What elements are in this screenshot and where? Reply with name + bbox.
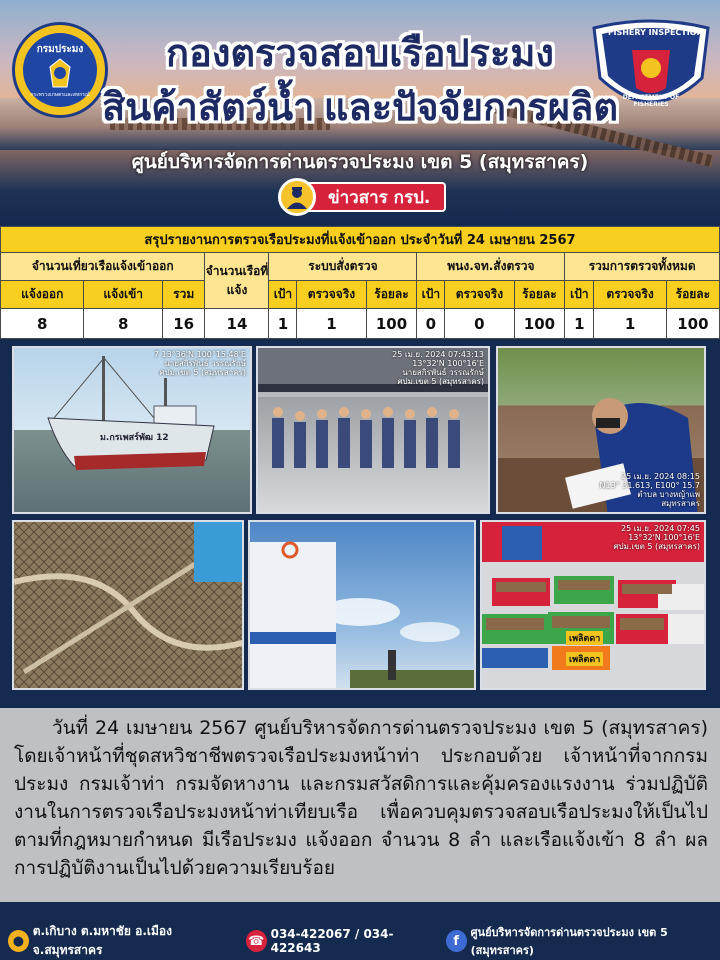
summary-table	[0, 226, 720, 339]
subheader-system-actual: ตรวจจริง	[297, 281, 366, 309]
footer	[0, 922, 720, 960]
value-total-percent: 100	[666, 309, 719, 339]
value-officer-percent: 100	[514, 309, 565, 339]
subheader-out: แจ้งออก	[1, 281, 84, 309]
badge-text-top: FISHERY INSPECTION	[608, 28, 704, 37]
value-sum: 16	[162, 309, 205, 339]
subheader-sum: รวม	[162, 281, 205, 309]
crate-label: เพลิตดา	[566, 631, 603, 645]
value-officer-actual: 0	[445, 309, 514, 339]
footer-facebook[interactable]: ศูนย์บริหารจัดการด่านตรวจประมง เขต 5 (สมุทรสาคร)	[470, 926, 668, 957]
header-system: ระบบสั่งตรวจ	[269, 253, 417, 281]
photo-officer-writing	[496, 346, 706, 514]
value-boats: 14	[205, 309, 269, 339]
page-title-line2: สินค้าสัตว์น้ำ และปัจจัยการผลิต	[101, 87, 619, 129]
description-panel	[0, 708, 720, 902]
value-officer-target: 0	[417, 309, 445, 339]
header-total: รวมการตรวจทั้งหมด	[565, 253, 720, 281]
description-text: วันที่ 24 เมษายน 2567 ศูนย์บริหารจัดการด่านตรวจประมง เขต 5 (สมุทรสาคร) โดยเจ้าหน้าที่ชุดสหวิชาชีพตรวจเรือประมงหน้าท่า ประกอบด้วย เจ้าหน้าที่จากกรมประมง กรมเจ้าท่า กรมจัดหางาน และกรมสวัสดิการและคุ้มครองแรงงาน ร่วมปฏิบัติงานในการตรวจเรือประมงหน้าท่าเทียบเรือ เพื่อควบคุมตรวจสอบเรือประมงให้เป็นไปตามที่กฎหมายกำหนด มีเรือประมง แจ้งออก จำนวน 8 ลำ และเรือแจ้งเข้า 8 ลำ ผลการปฏิบัติงานเป็นไปด้วยความเรียบร้อย	[14, 717, 708, 879]
value-out: 8	[1, 309, 84, 339]
page-subtitle: ศูนย์บริหารจัดการด่านตรวจประมง เขต 5 (สมุทรสาคร)	[131, 151, 589, 173]
value-system-actual: 1	[297, 309, 366, 339]
logo-left-text-top: กรมประมง	[36, 43, 84, 55]
boat-deck-illustration	[250, 522, 476, 690]
logo-left-text-bottom: กระทรวงเกษตรและสหกรณ์	[30, 91, 90, 98]
photo-catch-crates	[480, 520, 706, 690]
table-row	[1, 309, 720, 339]
subheader-officer-actual: ตรวจจริง	[445, 281, 514, 309]
value-system-percent: 100	[366, 309, 417, 339]
header-boats: จำนวนเรือที่แจ้ง	[205, 253, 269, 309]
subheader-system-target: เป้า	[269, 281, 297, 309]
subheader-total-percent: ร้อยละ	[666, 281, 719, 309]
photo-fishing-net	[12, 520, 244, 690]
news-badge	[278, 181, 446, 213]
header-officer: พนง.จท.สั่งตรวจ	[417, 253, 565, 281]
badge-text-bottom: DEPARTMENT OF FISHERIES	[622, 94, 680, 108]
header-trips: จำนวนเที่ยวเรือแจ้งเข้าออก	[1, 253, 205, 281]
photo-stamp: 25 เม.ย. 2024 07:43:13 13°32'N 100°16'E นายสกิรพันธ์ วรรณรักษ์ ศปม.เขต 5 (สมุทรสาคร)	[392, 350, 484, 386]
photo-stamp: 25 เม.ย. 2024 07:45 13°32'N 100°16'E ศปม.เขต 5 (สมุทรสาคร)	[613, 524, 700, 551]
value-total-target: 1	[565, 309, 594, 339]
footer-address: ต.เกิบาง ต.มหาชัย อ.เมือง จ.สมุทรสาคร	[32, 924, 172, 957]
photo-stamp: 7 13°36'N 100°15.48'E นายสกิรพันธ์ วรรณรักษ์ ศปม.เขต 5 (สมุทรสาคร)	[153, 350, 246, 377]
location-pin-icon: ●	[8, 930, 29, 952]
table-title: สรุปรายงานการตรวจเรือประมงที่แจ้งเข้าออก ประจำวันที่ 24 เมษายน 2567	[1, 227, 720, 253]
subheader-total-target: เป้า	[565, 281, 594, 309]
fishing-net-illustration	[14, 522, 244, 690]
officer-avatar-icon	[278, 178, 316, 216]
subheader-officer-target: เป้า	[417, 281, 445, 309]
header-banner	[0, 0, 720, 222]
value-in: 8	[84, 309, 162, 339]
subheader-in: แจ้งเข้า	[84, 281, 162, 309]
photo-stamp: 25 เม.ย. 2024 08:15 N13° 31.613, E100° 15.7 ตำบล บางหญ้าแพ สมุทรสาคร	[599, 472, 700, 508]
page-title-line1: กองตรวจสอบเรือประมง	[166, 33, 554, 75]
photo-fishing-boat	[12, 346, 252, 514]
subheader-total-actual: ตรวจจริง	[594, 281, 666, 309]
subheader-system-percent: ร้อยละ	[366, 281, 417, 309]
value-system-target: 1	[269, 309, 297, 339]
photo-boat-deck	[248, 520, 476, 690]
value-total-actual: 1	[594, 309, 666, 339]
crate-label-2: เพลิตดา	[566, 652, 603, 666]
footer-phone: 034-422067 / 034-422643	[270, 927, 394, 955]
facebook-icon[interactable]: f	[446, 930, 467, 952]
news-label: ข่าวสาร กรป.	[306, 182, 446, 212]
photo-inspection-team	[256, 346, 490, 514]
subheader-officer-percent: ร้อยละ	[514, 281, 565, 309]
boat-name: ม.กรเพสร์พัฒ 12	[100, 433, 169, 443]
phone-icon: ☎	[246, 930, 267, 952]
